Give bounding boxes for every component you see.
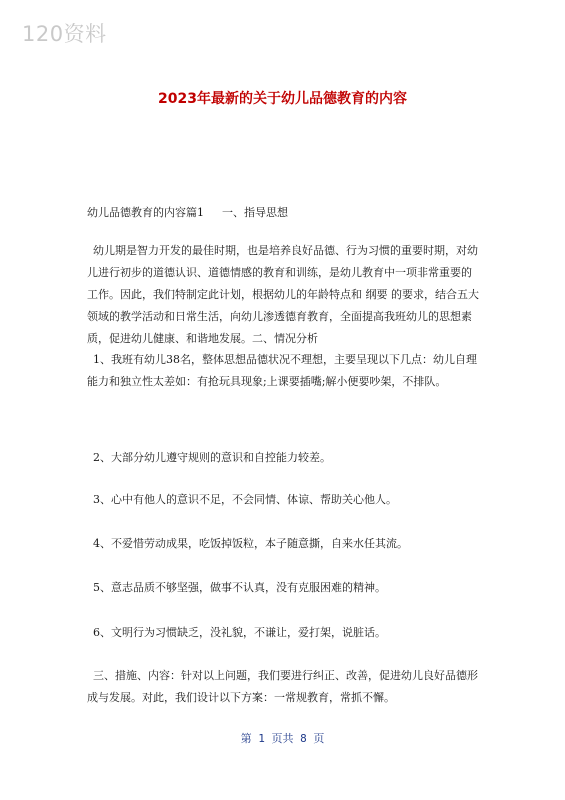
paragraph-item-3: 3、心中有他人的意识不足，不会同情、体谅、帮助关心他人。 <box>93 493 397 506</box>
paragraph-intro: 幼儿期是智力开发的最佳时期，也是培养良好品德、行为习惯的重要时期，对幼儿进行初步的道德认识、道德情感的教育和训练，是幼儿教育中一项非常重要的工作。因此，我们特制定此计划，根据幼儿的年龄特点和 纲要 的要求，结合五大领域的教学活动和日常生活，向幼儿渗透德育教育，全面提高我班幼儿的思想素质，促进幼儿健康、和谐地发展。二、情况分析 <box>87 244 479 345</box>
paragraph-item-6: 6、文明行为习惯缺乏，没礼貌，不谦让，爱打架，说脏话。 <box>93 626 386 639</box>
paragraph-item-1: 1、我班有幼儿38名，整体思想品德状况不理想，主要呈现以下几点：幼儿自理能力和独立性太差如：有抢玩具现象;上课要插嘴;解小便要吵架，不排队。 <box>87 353 477 388</box>
paragraph-item-4: 4、不爱惜劳动成果，吃饭掉饭粒，本子随意撕，自来水任其流。 <box>93 537 408 550</box>
document-title: 2023年最新的关于幼儿品德教育的内容 <box>158 91 407 107</box>
section-heading <box>87 204 288 220</box>
section-heading-label: 幼儿品德教育的内容篇1 <box>87 206 204 219</box>
section-heading-subtitle: 一、指导思想 <box>222 206 288 219</box>
paragraph-item-2: 2、大部分幼儿遵守规则的意识和自控能力较差。 <box>93 451 331 464</box>
watermark: 120资料 <box>22 22 107 46</box>
page-number-footer: 第 1 页共 8 页 <box>240 732 325 745</box>
paragraph-measures: 三、措施、内容：针对以上问题，我们要进行纠正、改善，促进幼儿良好品德形成与发展。对此，我们设计以下方案：一常规教育，常抓不懈。 <box>87 669 478 704</box>
paragraph-item-5: 5、意志品质不够坚强，做事不认真，没有克服困难的精神。 <box>93 581 386 594</box>
